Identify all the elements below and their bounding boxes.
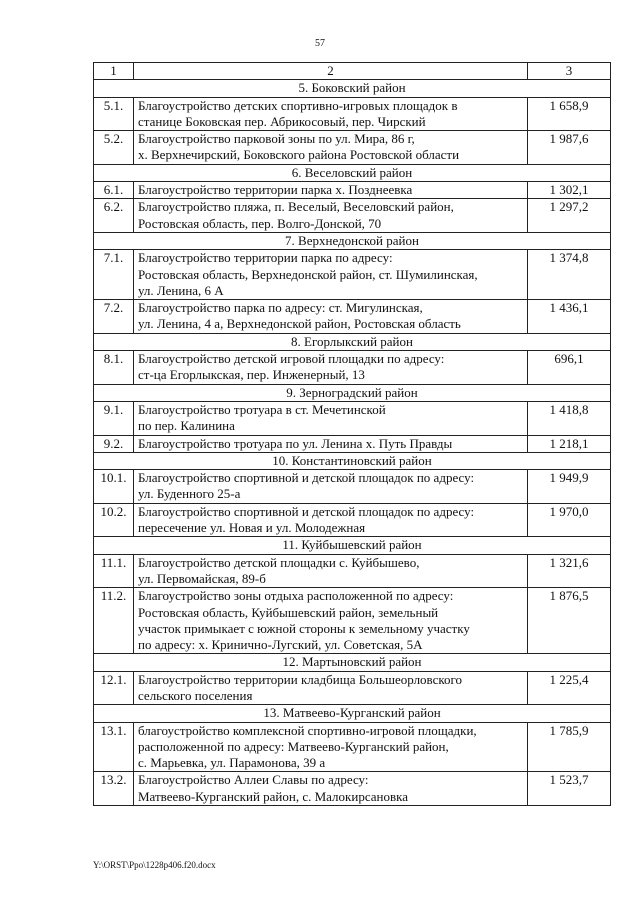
description-line: ул. Первомайская, 89-б bbox=[138, 570, 266, 586]
table-row bbox=[94, 435, 611, 452]
header-col-2: 2 bbox=[134, 63, 528, 80]
section-heading-row bbox=[94, 705, 611, 722]
item-number: 10.2. bbox=[94, 503, 134, 537]
description-line: Благоустройство Аллеи Славы по адресу: bbox=[138, 772, 369, 788]
table-row bbox=[94, 300, 611, 334]
table-row bbox=[94, 97, 611, 131]
item-description bbox=[134, 351, 528, 385]
section-heading-row bbox=[94, 333, 611, 350]
item-number: 7.1. bbox=[94, 250, 134, 300]
description-line: Матвеево-Курганский район, с. Малокирсановка bbox=[138, 788, 408, 804]
item-description bbox=[134, 503, 528, 537]
description-line: участок примыкает с южной стороны к земельному участку bbox=[138, 620, 470, 636]
item-amount: 1 321,6 bbox=[528, 554, 611, 588]
table-row bbox=[94, 250, 611, 300]
section-title: 10. Константиновский район bbox=[94, 452, 611, 469]
item-amount: 1 374,8 bbox=[528, 250, 611, 300]
description-line: Благоустройство спортивной и детской площадок по адресу: bbox=[138, 470, 475, 486]
section-heading-row bbox=[94, 232, 611, 249]
item-number: 11.2. bbox=[94, 588, 134, 654]
item-amount: 1 523,7 bbox=[528, 772, 611, 806]
item-amount: 1 987,6 bbox=[528, 131, 611, 165]
item-amount: 1 297,2 bbox=[528, 199, 611, 233]
description-line: Благоустройство тротуара по ул. Ленина х. Путь Правды bbox=[138, 435, 453, 451]
item-description bbox=[134, 470, 528, 504]
item-number: 9.1. bbox=[94, 401, 134, 435]
description-line: Благоустройство территории парка х. Позднеевка bbox=[138, 182, 413, 198]
description-line: Благоустройство парковой зоны по ул. Мира, 86 г, bbox=[138, 131, 415, 147]
item-amount: 1 949,9 bbox=[528, 470, 611, 504]
description-line: ул. Ленина, 6 А bbox=[138, 282, 224, 298]
item-description bbox=[134, 97, 528, 131]
table-row bbox=[94, 199, 611, 233]
item-amount: 696,1 bbox=[528, 351, 611, 385]
table-row bbox=[94, 503, 611, 537]
item-number: 6.1. bbox=[94, 182, 134, 199]
section-heading-row bbox=[94, 384, 611, 401]
description-line: ул. Буденного 25-а bbox=[138, 486, 241, 502]
description-line: Ростовская область, пер. Волго-Донской, 70 bbox=[138, 215, 382, 231]
section-title: 12. Мартыновский район bbox=[94, 654, 611, 671]
table-header-row bbox=[94, 63, 611, 80]
item-number: 9.2. bbox=[94, 435, 134, 452]
description-line: расположенной по адресу: Матвеево-Курганский район, bbox=[138, 738, 449, 754]
item-description bbox=[134, 250, 528, 300]
item-amount: 1 436,1 bbox=[528, 300, 611, 334]
description-line: Благоустройство зоны отдыха расположенной по адресу: bbox=[138, 588, 454, 604]
file-path-footer: Y:\ORST\Ppo\1228p406.f20.docx bbox=[93, 860, 216, 870]
item-amount: 1 785,9 bbox=[528, 722, 611, 772]
description-line: Ростовская область, Куйбышевский район, земельный bbox=[138, 604, 439, 620]
item-amount: 1 225,4 bbox=[528, 671, 611, 705]
item-description bbox=[134, 772, 528, 806]
section-title: 8. Егорлыкский район bbox=[94, 333, 611, 350]
description-line: х. Верхнечирский, Боковского района Ростовской области bbox=[138, 147, 460, 163]
description-line: Благоустройство территории парка по адресу: bbox=[138, 250, 393, 266]
header-col-1: 1 bbox=[94, 63, 134, 80]
section-title: 9. Зерноградский район bbox=[94, 384, 611, 401]
item-number: 5.1. bbox=[94, 97, 134, 131]
item-description bbox=[134, 435, 528, 452]
section-heading-row bbox=[94, 537, 611, 554]
item-number: 11.1. bbox=[94, 554, 134, 588]
table-row bbox=[94, 772, 611, 806]
item-number: 13.1. bbox=[94, 722, 134, 772]
item-amount: 1 970,0 bbox=[528, 503, 611, 537]
table-row bbox=[94, 722, 611, 772]
table-row bbox=[94, 554, 611, 588]
item-amount: 1 418,8 bbox=[528, 401, 611, 435]
item-number: 7.2. bbox=[94, 300, 134, 334]
description-line: сельского поселения bbox=[138, 687, 253, 703]
description-line: по пер. Калинина bbox=[138, 418, 235, 434]
item-number: 12.1. bbox=[94, 671, 134, 705]
description-line: станице Боковская пер. Абрикосовый, пер. Чирский bbox=[138, 113, 426, 129]
item-amount: 1 876,5 bbox=[528, 588, 611, 654]
item-description bbox=[134, 671, 528, 705]
item-number: 6.2. bbox=[94, 199, 134, 233]
description-line: Благоустройство спортивной и детской площадок по адресу: bbox=[138, 503, 475, 519]
item-description bbox=[134, 554, 528, 588]
table-row bbox=[94, 182, 611, 199]
item-number: 10.1. bbox=[94, 470, 134, 504]
description-line: благоустройство комплексной спортивно-игровой площадки, bbox=[138, 722, 477, 738]
item-amount: 1 658,9 bbox=[528, 97, 611, 131]
page-number: 57 bbox=[315, 38, 325, 49]
table-row bbox=[94, 131, 611, 165]
header-col-3: 3 bbox=[528, 63, 611, 80]
description-line: с. Марьевка, ул. Парамонова, 39 а bbox=[138, 755, 326, 771]
table-body bbox=[94, 63, 611, 806]
section-title: 6. Веселовский район bbox=[94, 164, 611, 181]
item-amount: 1 302,1 bbox=[528, 182, 611, 199]
description-line: Благоустройство парка по адресу: ст. Мигулинская, bbox=[138, 300, 423, 316]
section-heading-row bbox=[94, 654, 611, 671]
table-row bbox=[94, 401, 611, 435]
item-description bbox=[134, 300, 528, 334]
item-description bbox=[134, 722, 528, 772]
description-line: ул. Ленина, 4 а, Верхнедонской район, Ростовская область bbox=[138, 316, 461, 332]
section-heading-row bbox=[94, 452, 611, 469]
section-title: 13. Матвеево-Курганский район bbox=[94, 705, 611, 722]
section-heading-row bbox=[94, 164, 611, 181]
table-row bbox=[94, 470, 611, 504]
section-title: 7. Верхнедонской район bbox=[94, 232, 611, 249]
section-title: 11. Куйбышевский район bbox=[94, 537, 611, 554]
description-line: Благоустройство детской игровой площадки по адресу: bbox=[138, 351, 445, 367]
description-line: по адресу: х. Кринично-Лугский, ул. Советская, 5А bbox=[138, 637, 423, 653]
item-description bbox=[134, 588, 528, 654]
table-row bbox=[94, 671, 611, 705]
table-row bbox=[94, 588, 611, 654]
description-line: Благоустройство тротуара в ст. Мечетинской bbox=[138, 401, 386, 417]
item-description bbox=[134, 131, 528, 165]
description-line: Благоустройство территории кладбища Большеорловского bbox=[138, 671, 463, 687]
item-number: 13.2. bbox=[94, 772, 134, 806]
table-row bbox=[94, 351, 611, 385]
description-line: Ростовская область, Верхнедонской район, ст. Шумилинская, bbox=[138, 266, 478, 282]
section-heading-row bbox=[94, 80, 611, 97]
description-line: ст-ца Егорлыкская, пер. Инженерный, 13 bbox=[138, 367, 365, 383]
item-number: 5.2. bbox=[94, 131, 134, 165]
section-title: 5. Боковский район bbox=[94, 80, 611, 97]
description-line: пересечение ул. Новая и ул. Молодежная bbox=[138, 520, 366, 536]
item-description bbox=[134, 182, 528, 199]
item-amount: 1 218,1 bbox=[528, 435, 611, 452]
description-line: Благоустройство пляжа, п. Веселый, Веселовский район, bbox=[138, 199, 454, 215]
item-description bbox=[134, 199, 528, 233]
description-line: Благоустройство детских спортивно-игровых площадок в bbox=[138, 97, 458, 113]
budget-table bbox=[93, 62, 611, 806]
item-description bbox=[134, 401, 528, 435]
item-number: 8.1. bbox=[94, 351, 134, 385]
description-line: Благоустройство детской площадки с. Куйбышево, bbox=[138, 554, 420, 570]
